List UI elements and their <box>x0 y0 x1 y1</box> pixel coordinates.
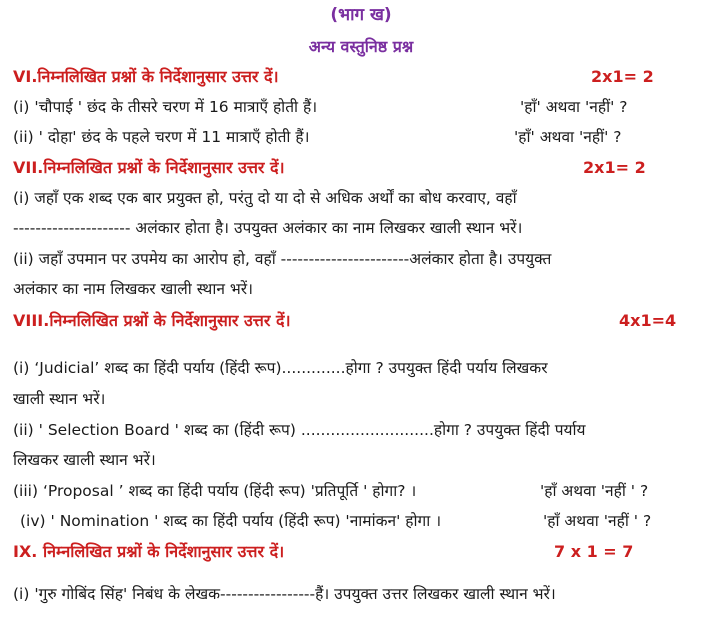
part-title: (भाग ख) <box>330 5 392 25</box>
section-vi-heading: VI.निम्नलिखित प्रश्नों के निर्देशानुसार उत्तर दें। <box>13 67 279 86</box>
section-ix-heading: IX. निम्नलिखित प्रश्नों के निर्देशानुसार उत्तर दें। <box>13 542 285 561</box>
section-vii-question-1-line-2: --------------------- अलंकार होता है। उपयुक्त अलंकार का नाम लिखकर खाली स्थान भरें। <box>13 219 523 237</box>
section-viii-question-2-line-1: (ii) ' Selection Board ' शब्द का (हिंदी रूप) ...........................होगा ? उपयुक्त हिंदी पर्याय <box>13 421 586 439</box>
section-vii-question-2-line-1: (ii) जहाँ उपमान पर उपमेय का आरोप हो, वहाँ -----------------------अलंकार होता है। उपयुक्त <box>13 250 552 268</box>
section-viii-question-1-line-1: (i) ‘Judicial’ शब्द का हिंदी पर्याय (हिंदी रूप).............होगा ? उपयुक्त हिंदी पर्याय लिखकर <box>13 359 548 377</box>
section-viii-question-2-line-2: लिखकर खाली स्थान भरें। <box>13 451 156 469</box>
section-viii-marks: 4x1=4 <box>619 311 677 330</box>
section-viii-heading: VIII.निम्नलिखित प्रश्नों के निर्देशानुसार उत्तर दें। <box>13 311 291 330</box>
section-vi-question-2-option: 'हाँ' अथवा 'नहीं' ? <box>514 128 622 146</box>
section-ix-marks: 7 x 1 = 7 <box>554 542 634 561</box>
subtitle: अन्य वस्तुनिष्ठ प्रश्न <box>308 37 414 56</box>
section-vi-question-1-option: 'हाँ' अथवा 'नहीं' ? <box>520 98 628 116</box>
section-viii-question-4-option: 'हाँ अथवा 'नहीं ' ? <box>543 512 652 530</box>
section-vi-marks: 2x1= 2 <box>591 67 654 86</box>
section-ix-question-1: (i) 'गुरु गोबिंद सिंह' निबंध के लेखक-----------------हैं। उपयुक्त उत्तर लिखकर खाली स्थान भरें। <box>13 585 556 603</box>
section-viii-question-3: (iii) ‘Proposal ’ शब्द का हिंदी पर्याय (हिंदी रूप) 'प्रतिपूर्ति ' होगा? । <box>13 482 417 500</box>
section-viii-question-4: (iv) ' Nomination ' शब्द का हिंदी पर्याय (हिंदी रूप) 'नामांकन' होगा । <box>20 512 442 530</box>
section-vii-question-2-line-2: अलंकार का नाम लिखकर खाली स्थान भरें। <box>13 280 253 298</box>
section-viii-question-3-option: 'हाँ अथवा 'नहीं ' ? <box>540 482 649 500</box>
section-vii-heading: VII.निम्नलिखित प्रश्नों के निर्देशानुसार उत्तर दें। <box>13 158 285 177</box>
section-vii-question-1-line-1: (i) जहाँ एक शब्द एक बार प्रयुक्त हो, परंतु दो या दो से अधिक अर्थों का बोध करवाए, वहाँ <box>13 189 517 207</box>
section-viii-question-1-line-2: खाली स्थान भरें। <box>13 390 106 408</box>
section-vi-question-1: (i) 'चौपाई ' छंद के तीसरे चरण में 16 मात्राएँ होती हैं। <box>13 98 318 116</box>
section-vi-question-2: (ii) ' दोहा' छंद के पहले चरण में 11 मात्राएँ होती हैं। <box>13 128 310 146</box>
section-vii-marks: 2x1= 2 <box>583 158 646 177</box>
